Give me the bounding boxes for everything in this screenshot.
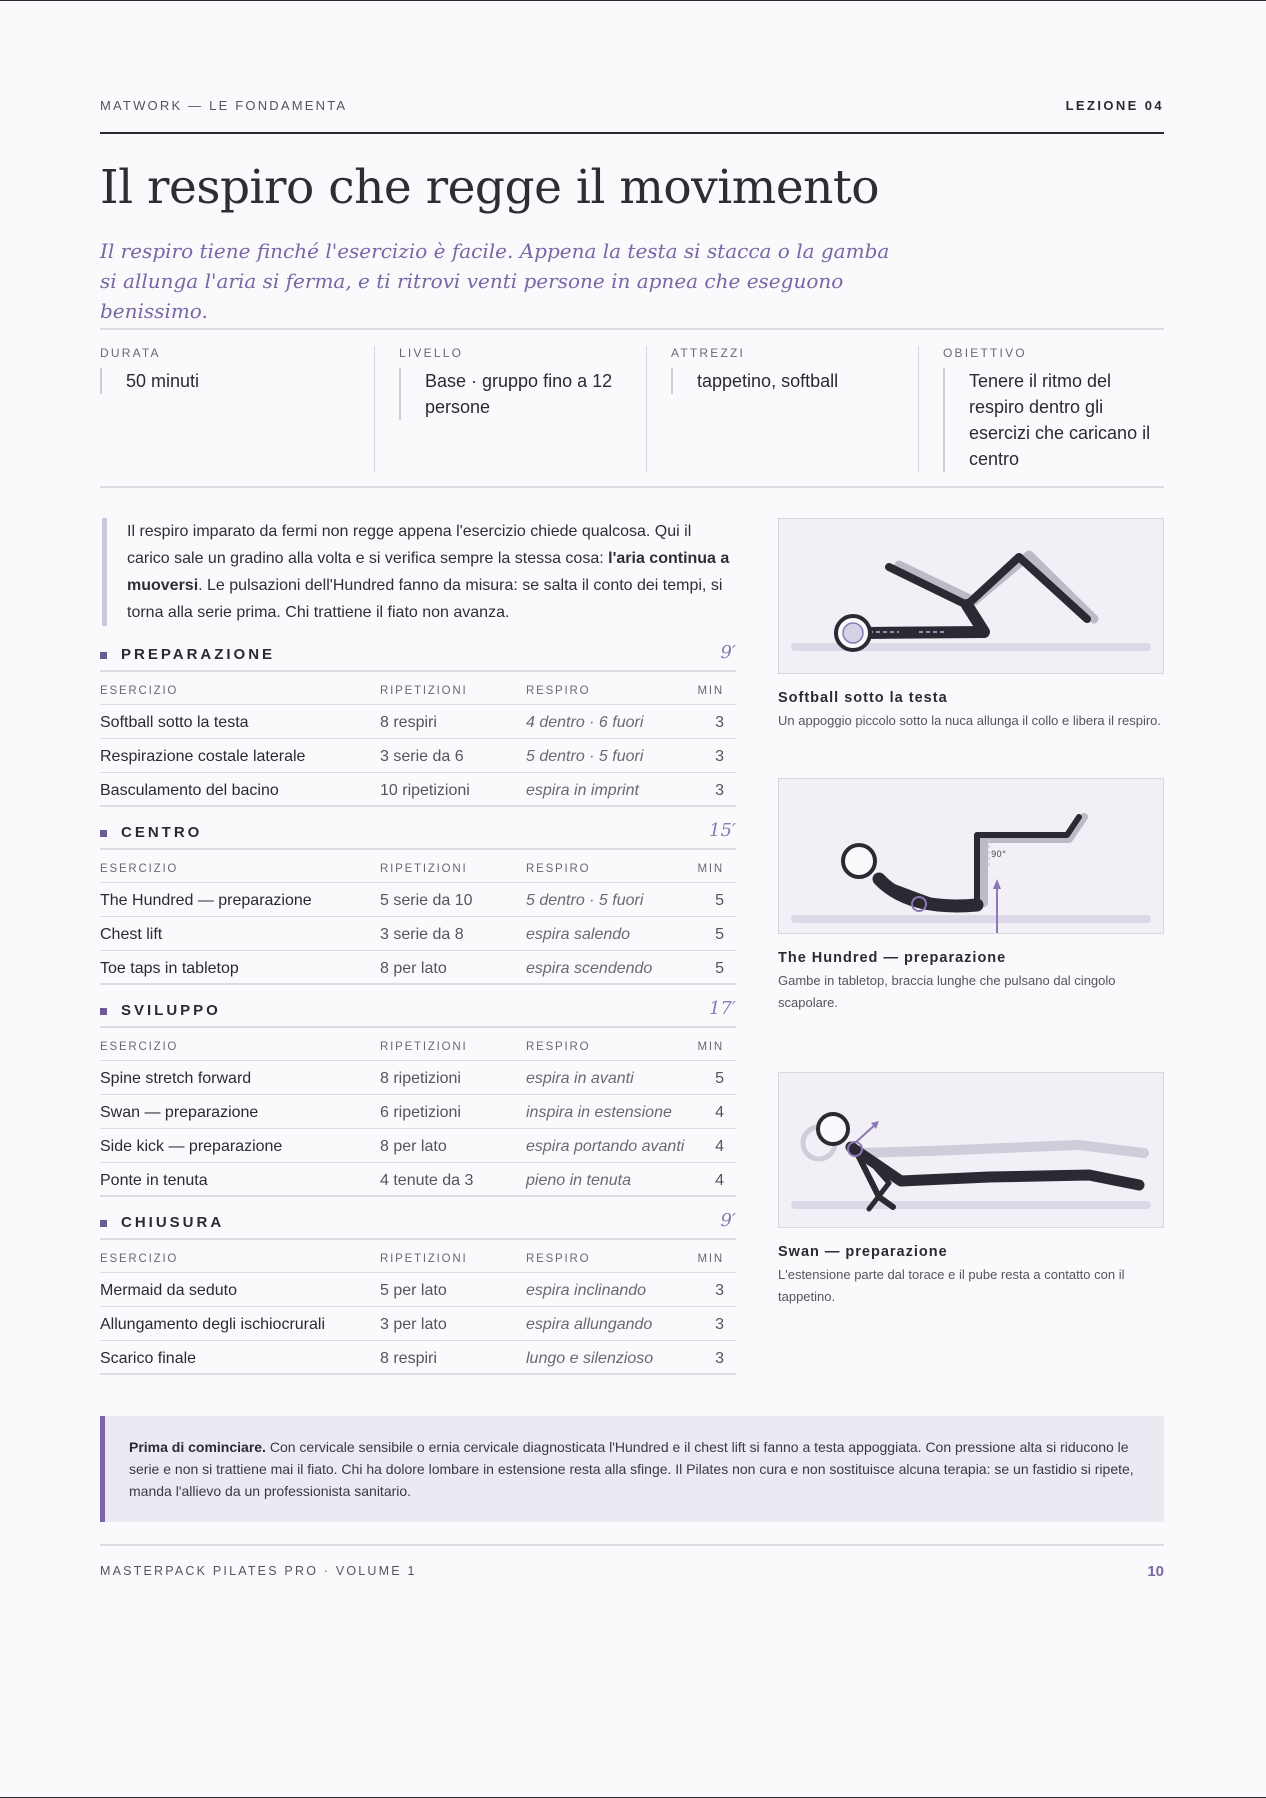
- col-reps: RIPETIZIONI: [380, 863, 468, 875]
- lesson-number: LEZIONE 04: [1065, 98, 1164, 113]
- col-exercise: ESERCIZIO: [100, 1041, 179, 1053]
- cell-exercise: Basculamento del bacino: [100, 782, 279, 799]
- cell-breath: espira in avanti: [526, 1070, 634, 1087]
- fact-label: ATTREZZI: [671, 346, 746, 360]
- cell-reps: 3 serie da 8: [380, 926, 464, 943]
- cell-min: 4: [715, 1104, 724, 1121]
- table-row: [100, 917, 736, 951]
- cell-reps: 3 serie da 6: [380, 748, 464, 765]
- cell-reps: 8 ripetizioni: [380, 1070, 461, 1087]
- intro-text: Il respiro imparato da fermi non regge appena l'esercizio chiede qualcosa. Qui il carico sale un gradino alla volta e si verifica sempre la stessa cosa:: [127, 523, 692, 567]
- section-centro: [100, 816, 736, 985]
- col-min: MIN: [697, 1253, 724, 1265]
- col-min: MIN: [697, 685, 724, 697]
- cell-min: 3: [715, 748, 724, 765]
- col-exercise: ESERCIZIO: [100, 863, 179, 875]
- cell-min: 3: [715, 1350, 724, 1367]
- note-title: Prima di cominciare.: [129, 1439, 266, 1455]
- table-row: [100, 1095, 736, 1129]
- cell-exercise: Ponte in tenuta: [100, 1172, 208, 1189]
- cell-breath: 5 dentro · 5 fuori: [526, 748, 644, 765]
- series-label: MATWORK — LE FONDAMENTA: [100, 98, 348, 113]
- cell-min: 4: [715, 1138, 724, 1155]
- col-exercise: ESERCIZIO: [100, 1253, 179, 1265]
- page-top-border: [0, 0, 1266, 1]
- col-breath: RESPIRO: [526, 863, 591, 875]
- cell-exercise: Chest lift: [100, 926, 163, 943]
- cell-breath: espira allungando: [526, 1316, 653, 1333]
- running-header: [100, 96, 1164, 134]
- section-sviluppo: [100, 994, 736, 1197]
- fact-value: Base · gruppo fino a 12 persone: [399, 368, 632, 420]
- cell-exercise: Mermaid da seduto: [100, 1282, 237, 1299]
- section-total-minutes: 15′: [709, 820, 736, 841]
- safety-note: [100, 1416, 1164, 1522]
- cell-exercise: Toe taps in tabletop: [100, 960, 239, 977]
- table-row: [100, 739, 736, 773]
- softball-pose-illustration: [779, 519, 1163, 673]
- cell-breath: 4 dentro · 6 fuori: [526, 714, 644, 731]
- section-total-minutes: 9′: [720, 1210, 736, 1231]
- table-row: [100, 705, 736, 739]
- col-reps: RIPETIZIONI: [380, 685, 468, 697]
- fact-level: [374, 346, 632, 472]
- swan-pose-illustration: [779, 1073, 1163, 1227]
- cell-reps: 8 respiri: [380, 1350, 437, 1367]
- cell-min: 5: [715, 960, 724, 977]
- cell-reps: 5 serie da 10: [380, 892, 473, 909]
- cell-breath: espira salendo: [526, 926, 631, 943]
- section-name: CHIUSURA: [121, 1214, 225, 1231]
- angle-label: 90°: [991, 850, 1007, 860]
- cell-reps: 3 per lato: [380, 1316, 447, 1333]
- figure-illustration: [778, 518, 1164, 674]
- cell-exercise: Respirazione costale laterale: [100, 748, 306, 765]
- fact-label: OBIETTIVO: [943, 346, 1027, 360]
- cell-min: 5: [715, 892, 724, 909]
- cell-breath: espira in imprint: [526, 782, 639, 799]
- figure-hundred: [778, 778, 1164, 1014]
- section-bullet-icon: [100, 830, 107, 837]
- section-name: PREPARAZIONE: [121, 646, 276, 663]
- figure-caption-text: Un appoggio piccolo sotto la nuca allunga il collo e libera il respiro.: [778, 713, 1162, 728]
- cell-exercise: The Hundred — preparazione: [100, 892, 312, 909]
- cell-reps: 8 per lato: [380, 1138, 447, 1155]
- table-row: [100, 1273, 736, 1307]
- fact-value: 50 minuti: [100, 368, 360, 394]
- intro-emphasis: l'aria continua a muoversi: [127, 550, 730, 594]
- section-bullet-icon: [100, 652, 107, 659]
- cell-min: 5: [715, 926, 724, 943]
- table-row: [100, 1307, 736, 1341]
- table-row: [100, 1163, 736, 1197]
- figure-caption-title: Softball sotto la testa: [778, 690, 948, 706]
- col-reps: RIPETIZIONI: [380, 1253, 468, 1265]
- table-row: [100, 883, 736, 917]
- cell-min: 3: [715, 714, 724, 731]
- figure-caption-text: L'estensione parte dal torace e il pube resta a contatto con il tappetino.: [778, 1267, 1125, 1304]
- section-bullet-icon: [100, 1008, 107, 1015]
- figure-caption-title: Swan — preparazione: [778, 1244, 948, 1260]
- table-header-row: [100, 1240, 736, 1273]
- hundred-pose-illustration: [779, 779, 1163, 933]
- fact-duration: [100, 346, 360, 472]
- cell-reps: 5 per lato: [380, 1282, 447, 1299]
- table-row: [100, 1061, 736, 1095]
- page-number: 10: [1147, 1563, 1164, 1580]
- cell-breath: pieno in tenuta: [526, 1172, 631, 1189]
- table-row: [100, 1129, 736, 1163]
- col-min: MIN: [697, 1041, 724, 1053]
- cell-exercise: Scarico finale: [100, 1350, 197, 1367]
- cell-reps: 8 respiri: [380, 714, 437, 731]
- table-row: [100, 951, 736, 985]
- cell-min: 4: [715, 1172, 724, 1189]
- section-header: [100, 994, 736, 1028]
- cell-breath: espira inclinando: [526, 1282, 647, 1299]
- section-bullet-icon: [100, 1220, 107, 1227]
- col-exercise: ESERCIZIO: [100, 685, 179, 697]
- section-total-minutes: 9′: [720, 642, 736, 663]
- lesson-facts: [100, 328, 1164, 488]
- cell-exercise: Side kick — preparazione: [100, 1138, 283, 1155]
- section-header: [100, 1206, 736, 1240]
- figure-caption-text: Gambe in tabletop, braccia lunghe che pulsano dal cingolo scapolare.: [778, 973, 1116, 1010]
- cell-min: 3: [715, 1316, 724, 1333]
- cell-breath: 5 dentro · 5 fuori: [526, 892, 644, 909]
- figure-caption-title: The Hundred — preparazione: [778, 950, 1007, 966]
- cell-min: 5: [715, 1070, 724, 1087]
- fact-value: tappetino, softball: [671, 368, 904, 394]
- cell-exercise: Allungamento degli ischiocrurali: [100, 1316, 326, 1333]
- table-header-row: [100, 1028, 736, 1061]
- footer-volume: MASTERPACK PILATES PRO · VOLUME 1: [100, 1564, 417, 1578]
- fact-goal: [918, 346, 1164, 472]
- cell-exercise: Swan — preparazione: [100, 1104, 259, 1121]
- page-footer: [100, 1544, 1164, 1584]
- intro-text-end: . Le pulsazioni dell'Hundred fanno da misura: se salta il conto dei tempi, si torna alla serie prima. Chi trattiene il fiato non avanza.: [127, 577, 723, 621]
- section-header: [100, 816, 736, 850]
- fact-value: Tenere il ritmo del respiro dentro gli esercizi che caricano il centro: [943, 368, 1164, 472]
- cell-breath: espira portando avanti: [526, 1138, 685, 1155]
- col-breath: RESPIRO: [526, 685, 591, 697]
- cell-reps: 10 ripetizioni: [380, 782, 470, 799]
- section-chiusura: [100, 1206, 736, 1375]
- cell-reps: 4 tenute da 3: [380, 1172, 474, 1189]
- cell-breath: lungo e silenzioso: [526, 1350, 654, 1367]
- cell-exercise: Softball sotto la testa: [100, 714, 249, 731]
- col-min: MIN: [697, 863, 724, 875]
- table-row: [100, 1341, 736, 1375]
- col-breath: RESPIRO: [526, 1253, 591, 1265]
- col-reps: RIPETIZIONI: [380, 1041, 468, 1053]
- cell-min: 3: [715, 1282, 724, 1299]
- fact-label: DURATA: [100, 346, 161, 360]
- cell-min: 3: [715, 782, 724, 799]
- col-breath: RESPIRO: [526, 1041, 591, 1053]
- section-total-minutes: 17′: [709, 998, 736, 1019]
- page-title: Il respiro che regge il movimento: [100, 160, 880, 215]
- table-row: [100, 773, 736, 807]
- figure-softball: [778, 518, 1164, 732]
- note-text: Con cervicale sensibile o ernia cervicale diagnosticata l'Hundred e il chest lift si fanno a testa appoggiata. Con pressione alta si riducono le serie e non si trattiene mai il fiato. Chi ha dolore lombare in estensione resta alla sfinge. Il Pilates non cura e non sostituisce alcuna terapia: se un fastidio si ripete, manda l'allievo da un professionista sanitario.: [129, 1439, 1134, 1499]
- figure-illustration: [778, 778, 1164, 934]
- figure-swan: [778, 1072, 1164, 1308]
- cell-reps: 8 per lato: [380, 960, 447, 977]
- lead-paragraph: Il respiro tiene finché l'esercizio è facile. Appena la testa si stacca o la gamba si allunga l'aria si ferma, e ti ritrovi venti persone in apnea che eseguono benissimo.: [100, 239, 890, 323]
- intro-quote: [102, 518, 732, 626]
- section-header: [100, 638, 736, 672]
- table-header-row: [100, 850, 736, 883]
- fact-label: LIVELLO: [399, 346, 464, 360]
- figure-illustration: [778, 1072, 1164, 1228]
- cell-breath: espira scendendo: [526, 960, 653, 977]
- section-preparazione: [100, 638, 736, 807]
- cell-breath: inspira in estensione: [526, 1104, 672, 1121]
- cell-reps: 6 ripetizioni: [380, 1104, 461, 1121]
- cell-exercise: Spine stretch forward: [100, 1070, 252, 1087]
- section-name: CENTRO: [121, 824, 203, 841]
- fact-equipment: [646, 346, 904, 472]
- section-name: SVILUPPO: [121, 1002, 221, 1019]
- table-header-row: [100, 672, 736, 705]
